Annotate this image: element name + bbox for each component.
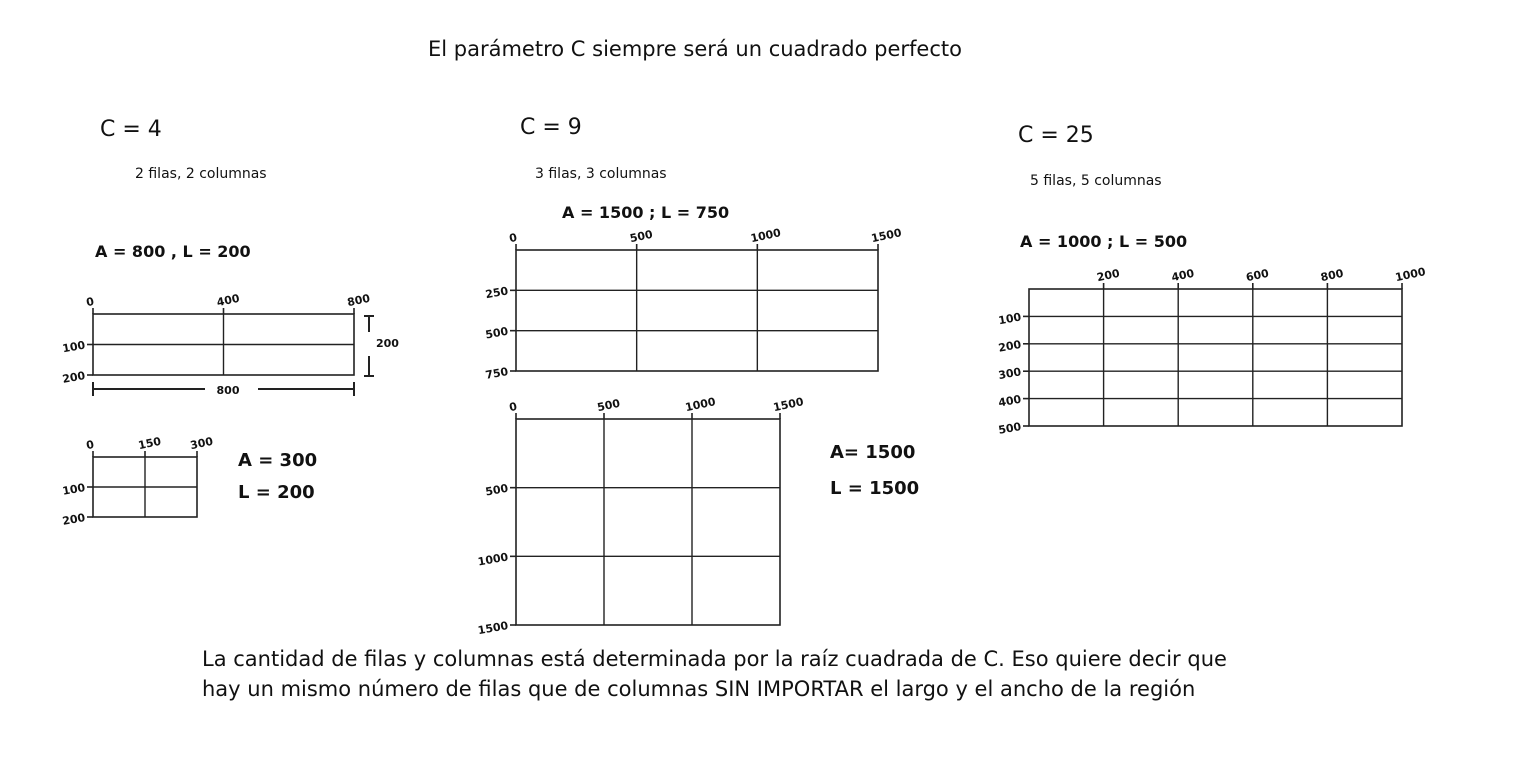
g1-y-tick-label: 200: [61, 369, 87, 386]
g4-x-tick-label: 0: [508, 399, 519, 415]
rows-cols-4: 2 filas, 2 columnas: [135, 166, 267, 182]
g2-side-a: A = 300: [238, 450, 318, 471]
g3-x-tick-label: 1500: [870, 226, 903, 246]
g5-x-tick-label: 600: [1244, 266, 1271, 285]
dims-25: A = 1000 ; L = 500: [1020, 232, 1188, 251]
g3-x-tick-label: 1000: [749, 226, 783, 246]
g5-grid: [997, 265, 1427, 437]
page-title: El parámetro C siempre será un cuadrado perfecto: [428, 37, 962, 61]
g5-x-tick-label: 1000: [1394, 265, 1427, 285]
g1-height-label: 200: [376, 337, 399, 350]
g1-x-tick-label: 0: [85, 294, 96, 310]
g1-grid: [61, 292, 399, 397]
g4-side-l: L = 1500: [830, 478, 920, 499]
g4-y-tick-label: 1000: [476, 550, 510, 569]
g3-grid: [484, 226, 903, 382]
g4-x-tick-label: 1000: [684, 395, 717, 415]
g5-y-tick-label: 500: [997, 420, 1023, 437]
g4-y-tick-label: 1500: [476, 619, 510, 638]
g1-width-label: 800: [216, 384, 240, 397]
g1-y-tick-label: 100: [61, 338, 87, 356]
footer-line-1: La cantidad de filas y columnas está determinada por la raíz cuadrada de C. Eso quiere decir que: [202, 647, 1227, 671]
g5-y-tick-label: 100: [997, 310, 1023, 328]
g4-grid: [477, 395, 805, 637]
g5-y-tick-label: 400: [997, 392, 1023, 410]
g2-x-tick-label: 300: [189, 434, 215, 453]
g3-y-tick-label: 250: [484, 284, 510, 302]
g3-x-tick-label: 500: [628, 227, 654, 246]
g2-side-l: L = 200: [238, 482, 315, 503]
g4-x-tick-label: 500: [596, 396, 622, 415]
g1-x-tick-label: 800: [346, 291, 372, 310]
g5-x-tick-label: 200: [1095, 266, 1121, 285]
c-label-9: C = 9: [520, 115, 582, 140]
rows-cols-9: 3 filas, 3 columnas: [535, 166, 667, 182]
g5-border: [1029, 289, 1402, 426]
g1-x-tick-label: 400: [215, 291, 241, 310]
g3-x-tick-label: 0: [508, 230, 519, 246]
g4-y-tick-label: 500: [484, 481, 510, 499]
c-label-4: C = 4: [100, 117, 162, 142]
g2-x-tick-label: 150: [137, 434, 163, 453]
g2-y-tick-label: 100: [61, 481, 87, 498]
g3-border: [516, 250, 878, 371]
g5-x-tick-label: 400: [1170, 266, 1196, 285]
g4-side-a: A= 1500: [830, 442, 916, 463]
g3-y-tick-label: 500: [484, 324, 510, 342]
c-label-25: C = 25: [1018, 123, 1094, 148]
g4-border: [516, 419, 780, 625]
rows-cols-25: 5 filas, 5 columnas: [1030, 173, 1162, 189]
g2-y-tick-label: 200: [61, 511, 87, 528]
g2-grid: [61, 435, 214, 528]
g3-y-tick-label: 750: [484, 365, 510, 382]
g5-x-tick-label: 800: [1319, 266, 1345, 285]
g2-x-tick-label: 0: [85, 437, 96, 453]
g5-y-tick-label: 300: [997, 365, 1023, 383]
dims-9: A = 1500 ; L = 750: [562, 203, 730, 222]
dims-4: A = 800 , L = 200: [95, 242, 251, 261]
footer-line-2: hay un mismo número de filas que de columnas SIN IMPORTAR el largo y el ancho de la región: [202, 677, 1196, 701]
g4-x-tick-label: 1500: [772, 395, 805, 415]
g5-y-tick-label: 200: [997, 337, 1023, 355]
